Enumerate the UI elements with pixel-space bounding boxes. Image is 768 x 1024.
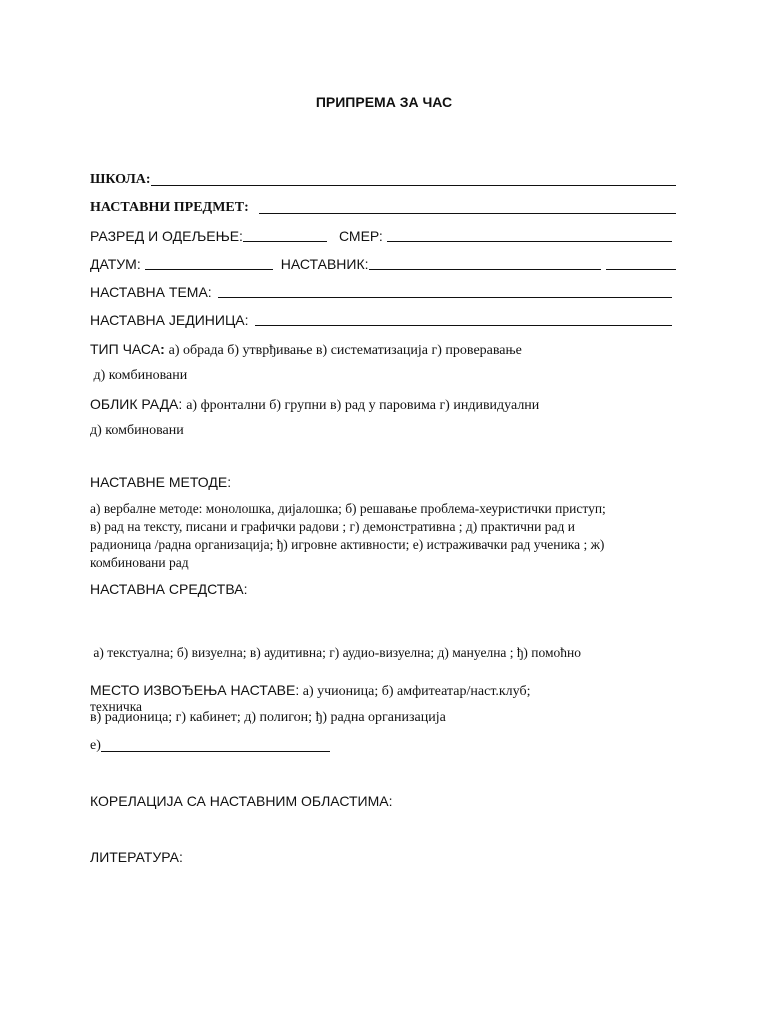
methods-label: НАСТАВНЕ МЕТОДЕ: — [90, 474, 232, 490]
resources-line: а) текстуална; б) визуелна; в) аудитивна; г) аудио-визуелна; д) мануелна ; ђ) помоћно — [90, 645, 582, 660]
school-row — [90, 172, 676, 188]
lesson-type-options-2: д) комбиновани — [90, 368, 188, 383]
work-form-options-2: д) комбиновани — [90, 423, 184, 438]
topic-line-1[interactable] — [218, 285, 572, 298]
teacher-line-2[interactable] — [606, 257, 676, 270]
methods-list — [90, 500, 680, 572]
location-other-row — [90, 738, 330, 754]
grade-row — [90, 228, 672, 244]
teacher-label: НАСТАВНИК: — [280, 256, 369, 272]
methods-line: радионица /радна организација; ђ) игровне активности; е) истраживачки рад ученика ; ж) — [90, 537, 605, 552]
date-label: ДАТУМ: — [90, 256, 141, 272]
subject-row — [90, 200, 676, 216]
date-line[interactable] — [145, 257, 273, 270]
resources-list — [90, 608, 680, 752]
grade-line[interactable] — [243, 229, 327, 242]
unit-line[interactable] — [255, 313, 672, 326]
location-other-label: е) — [90, 738, 101, 753]
location-options: а) учионица; б) амфитеатар/наст.клуб; — [299, 684, 531, 699]
work-form-label: ОБЛИК РАДА: — [90, 396, 183, 412]
subject-line[interactable] — [259, 201, 676, 214]
track-label: СМЕР: — [338, 228, 383, 244]
work-form-options: а) фронтални б) групни в) рад у паровима г) индивидуални — [186, 398, 540, 413]
location-other-line[interactable] — [101, 739, 330, 752]
topic-line-2[interactable] — [572, 285, 672, 298]
unit-label: НАСТАВНА ЈЕДИНИЦА: — [90, 312, 249, 328]
school-label: ШКОЛА: — [90, 172, 151, 187]
school-line-1[interactable] — [151, 173, 413, 186]
resources-label: НАСТАВНА СРЕДСТВА: — [90, 581, 248, 597]
location-options-2: в) радионица; г) кабинет; д) полигон; ђ) радна организација — [90, 710, 446, 725]
topic-label: НАСТАВНА ТЕМА: — [90, 284, 212, 300]
correlation-label: КОРЕЛАЦИЈА СА НАСТАВНИМ ОБЛАСТИМА: — [90, 793, 393, 809]
resources-line: техничка — [90, 699, 143, 714]
lesson-type-options: а) обрада б) утврђивање в) систематизација г) проверавање — [168, 343, 522, 358]
page-title: ПРИПРЕМА ЗА ЧАС — [315, 94, 453, 110]
teacher-line-1[interactable] — [369, 257, 601, 270]
topic-row — [90, 284, 672, 300]
lesson-type-label: ТИП ЧАСА — [90, 341, 161, 357]
methods-line: в) рад на тексту, писани и графички радови ; г) демонстративна ; д) практични рад и — [90, 519, 575, 534]
work-form-section — [90, 395, 680, 415]
date-row — [90, 256, 676, 272]
lesson-type-colon: : — [160, 341, 165, 357]
lesson-type-section — [90, 340, 680, 360]
track-line[interactable] — [387, 229, 672, 242]
location-section — [90, 681, 680, 701]
grade-label: РАЗРЕД И ОДЕЉЕЊЕ: — [90, 228, 243, 244]
unit-row — [90, 312, 672, 328]
subject-label: НАСТАВНИ ПРЕДМЕТ: — [90, 200, 249, 215]
school-line-2[interactable] — [413, 173, 676, 186]
methods-line: а) вербалне методе: монолошка, дијалошка; б) решавање проблема-хеуристички приступ; — [90, 501, 606, 516]
literature-label: ЛИТЕРАТУРА: — [90, 849, 183, 865]
location-label: МЕСТО ИЗВОЂЕЊА НАСТАВЕ: — [90, 682, 300, 698]
methods-line: комбиновани рад — [90, 555, 189, 570]
